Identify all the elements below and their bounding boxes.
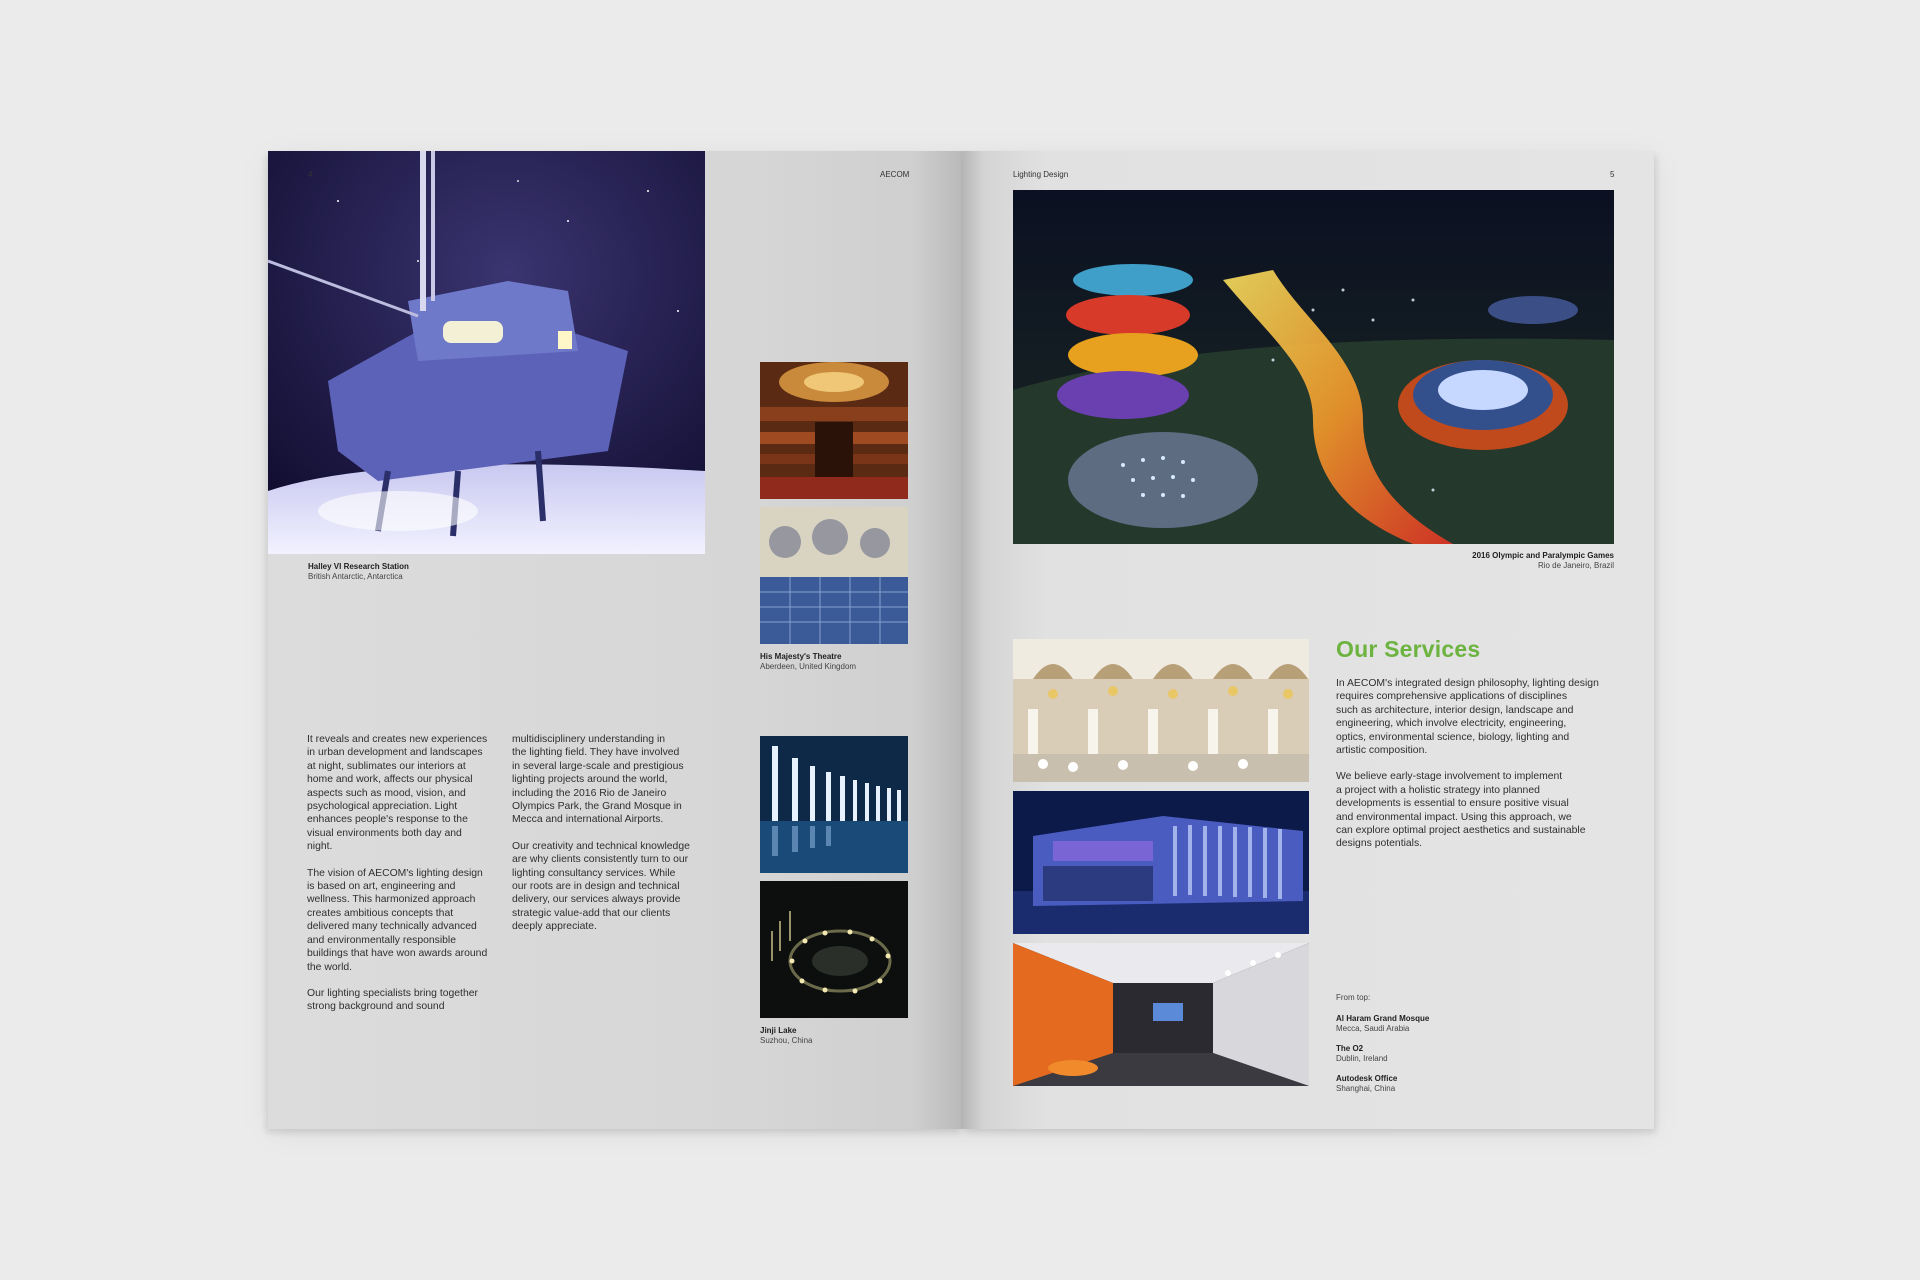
caption-title: Autodesk Office [1336, 1074, 1398, 1083]
text-line: Our creativity and technical knowledge [512, 840, 690, 852]
text-line: deeply appreciate. [512, 921, 597, 933]
text-line: designs potentials. [1336, 838, 1423, 850]
text-line: engineering, which involve electricity, engineering, [1336, 718, 1567, 730]
paragraph [1336, 677, 1626, 757]
text-line: Our lighting specialists bring together [307, 987, 478, 999]
text-line: It reveals and creates new experiences [307, 734, 488, 745]
text-line: such as architecture, interior design, landscape and [1336, 704, 1574, 716]
text-line: enhances people's response to the [307, 814, 468, 826]
text-line: is based on art, engineering and [307, 881, 456, 893]
text-line: in several large-scale and prestigious [512, 760, 684, 772]
text-line: psychological appreciation. Light [307, 801, 458, 813]
text-line: the lighting field. They have involved [512, 747, 680, 759]
text-line: multidisciplinery understanding in [512, 734, 666, 745]
text-line: are why clients consistently turn to our [512, 854, 689, 866]
theatre-caption [760, 652, 856, 672]
caption-title: Jinji Lake [760, 1026, 797, 1035]
paragraph [512, 733, 712, 827]
text-line: creates ambitious concepts that [307, 907, 454, 919]
left-running-head: AECOM [880, 170, 910, 179]
text-line: delivered many technically advanced [307, 921, 477, 933]
right-page-number: 5 [1610, 170, 1615, 179]
text-line: We believe early-stage involvement to implement [1336, 771, 1563, 783]
caption-location: Suzhou, China [760, 1036, 813, 1045]
caption-title: 2016 Olympic and Paralympic Games [1472, 551, 1614, 560]
olympic-caption [1472, 551, 1614, 571]
stack-caption [1336, 1014, 1429, 1034]
caption-title: The O2 [1336, 1044, 1364, 1053]
text-line: requires comprehensive applications of disciplines [1336, 691, 1568, 703]
text-line: The vision of AECOM's lighting design [307, 867, 483, 879]
text-line: visual environments both day and [307, 827, 462, 839]
theatre-photo-facade [760, 507, 908, 644]
olympic-park-photo [1013, 190, 1614, 544]
jinji-lake-photo-aerial [760, 881, 908, 1018]
text-line: Mecca and international Airports. [512, 814, 664, 826]
text-line: night. [307, 841, 333, 853]
from-top-captions [1336, 993, 1429, 1094]
text-line: lighting projects around the world, [512, 774, 668, 786]
caption-location: Dublin, Ireland [1336, 1054, 1388, 1063]
left-page [268, 151, 963, 1129]
caption-location: Mecca, Saudi Arabia [1336, 1024, 1410, 1033]
text-line: a project with a holistic strategy into planned [1336, 784, 1540, 796]
caption-location: Rio de Janeiro, Brazil [1537, 561, 1614, 570]
text-line: wellness. This harmonized approach [307, 894, 476, 906]
body-column-1 [307, 733, 507, 1027]
caption-location: Shanghai, China [1336, 1084, 1396, 1093]
text-line: In AECOM's integrated design philosophy, lighting design [1336, 678, 1599, 689]
text-line: developments is essential to ensure positive visual [1336, 798, 1569, 810]
paragraph [307, 733, 507, 854]
text-line: and environmental impact. Using this approach, we [1336, 811, 1572, 823]
halley-caption [308, 562, 409, 582]
paragraph [307, 987, 507, 1014]
text-line: buildings that have won awards around [307, 948, 488, 960]
text-line: lighting consultancy services. While [512, 867, 676, 879]
services-body [1336, 677, 1626, 864]
body-column-2 [512, 733, 712, 947]
caption-location: Aberdeen, United Kingdom [760, 662, 857, 671]
caption-title: His Majesty's Theatre [760, 652, 842, 661]
text-line: artistic composition. [1336, 745, 1428, 757]
caption-location: British Antarctic, Antarctica [308, 572, 403, 581]
text-line: aspects such as mood, vision, and [307, 787, 466, 799]
right-running-head: Lighting Design [1013, 170, 1069, 179]
text-line: strong background and sound [307, 1001, 445, 1013]
text-line: our roots are in design and technical [512, 881, 680, 893]
text-line: optics, environmental science, biology, lighting and [1336, 731, 1570, 743]
jinji-lake-photo-columns [760, 736, 908, 873]
text-line: strategic value-add that our clients [512, 907, 671, 919]
right-page [963, 151, 1654, 1129]
caption-title: Al Haram Grand Mosque [1336, 1014, 1430, 1023]
text-line: in urban development and landscapes [307, 747, 483, 759]
the-o2-photo [1013, 791, 1309, 934]
paragraph [307, 867, 507, 974]
left-page-number: 4 [308, 170, 313, 179]
paragraph [1336, 770, 1626, 850]
jinji-caption [760, 1026, 812, 1046]
text-line: delivery, our services always provide [512, 894, 681, 906]
halley-photo [268, 151, 705, 554]
services-heading: Our Services [1336, 636, 1481, 662]
from-top-label: From top: [1336, 993, 1371, 1002]
text-line: Olympics Park, the Grand Mosque in [512, 801, 682, 813]
paragraph [512, 840, 712, 934]
theatre-photo-interior [760, 362, 908, 499]
text-line: including the 2016 Rio de Janeiro [512, 787, 667, 799]
text-line: the world. [307, 961, 353, 973]
stack-caption [1336, 1074, 1429, 1094]
text-line: at night, sublimates our interiors at [307, 760, 466, 772]
caption-title: Halley VI Research Station [308, 562, 409, 571]
text-line: and environmentally responsible [307, 934, 457, 946]
text-line: can explore optimal project aesthetics and sustainable [1336, 825, 1586, 837]
text-line: home and work, affects our physical [307, 774, 473, 786]
grand-mosque-photo [1013, 639, 1309, 782]
stack-caption [1336, 1044, 1429, 1064]
autodesk-office-photo [1013, 943, 1309, 1086]
